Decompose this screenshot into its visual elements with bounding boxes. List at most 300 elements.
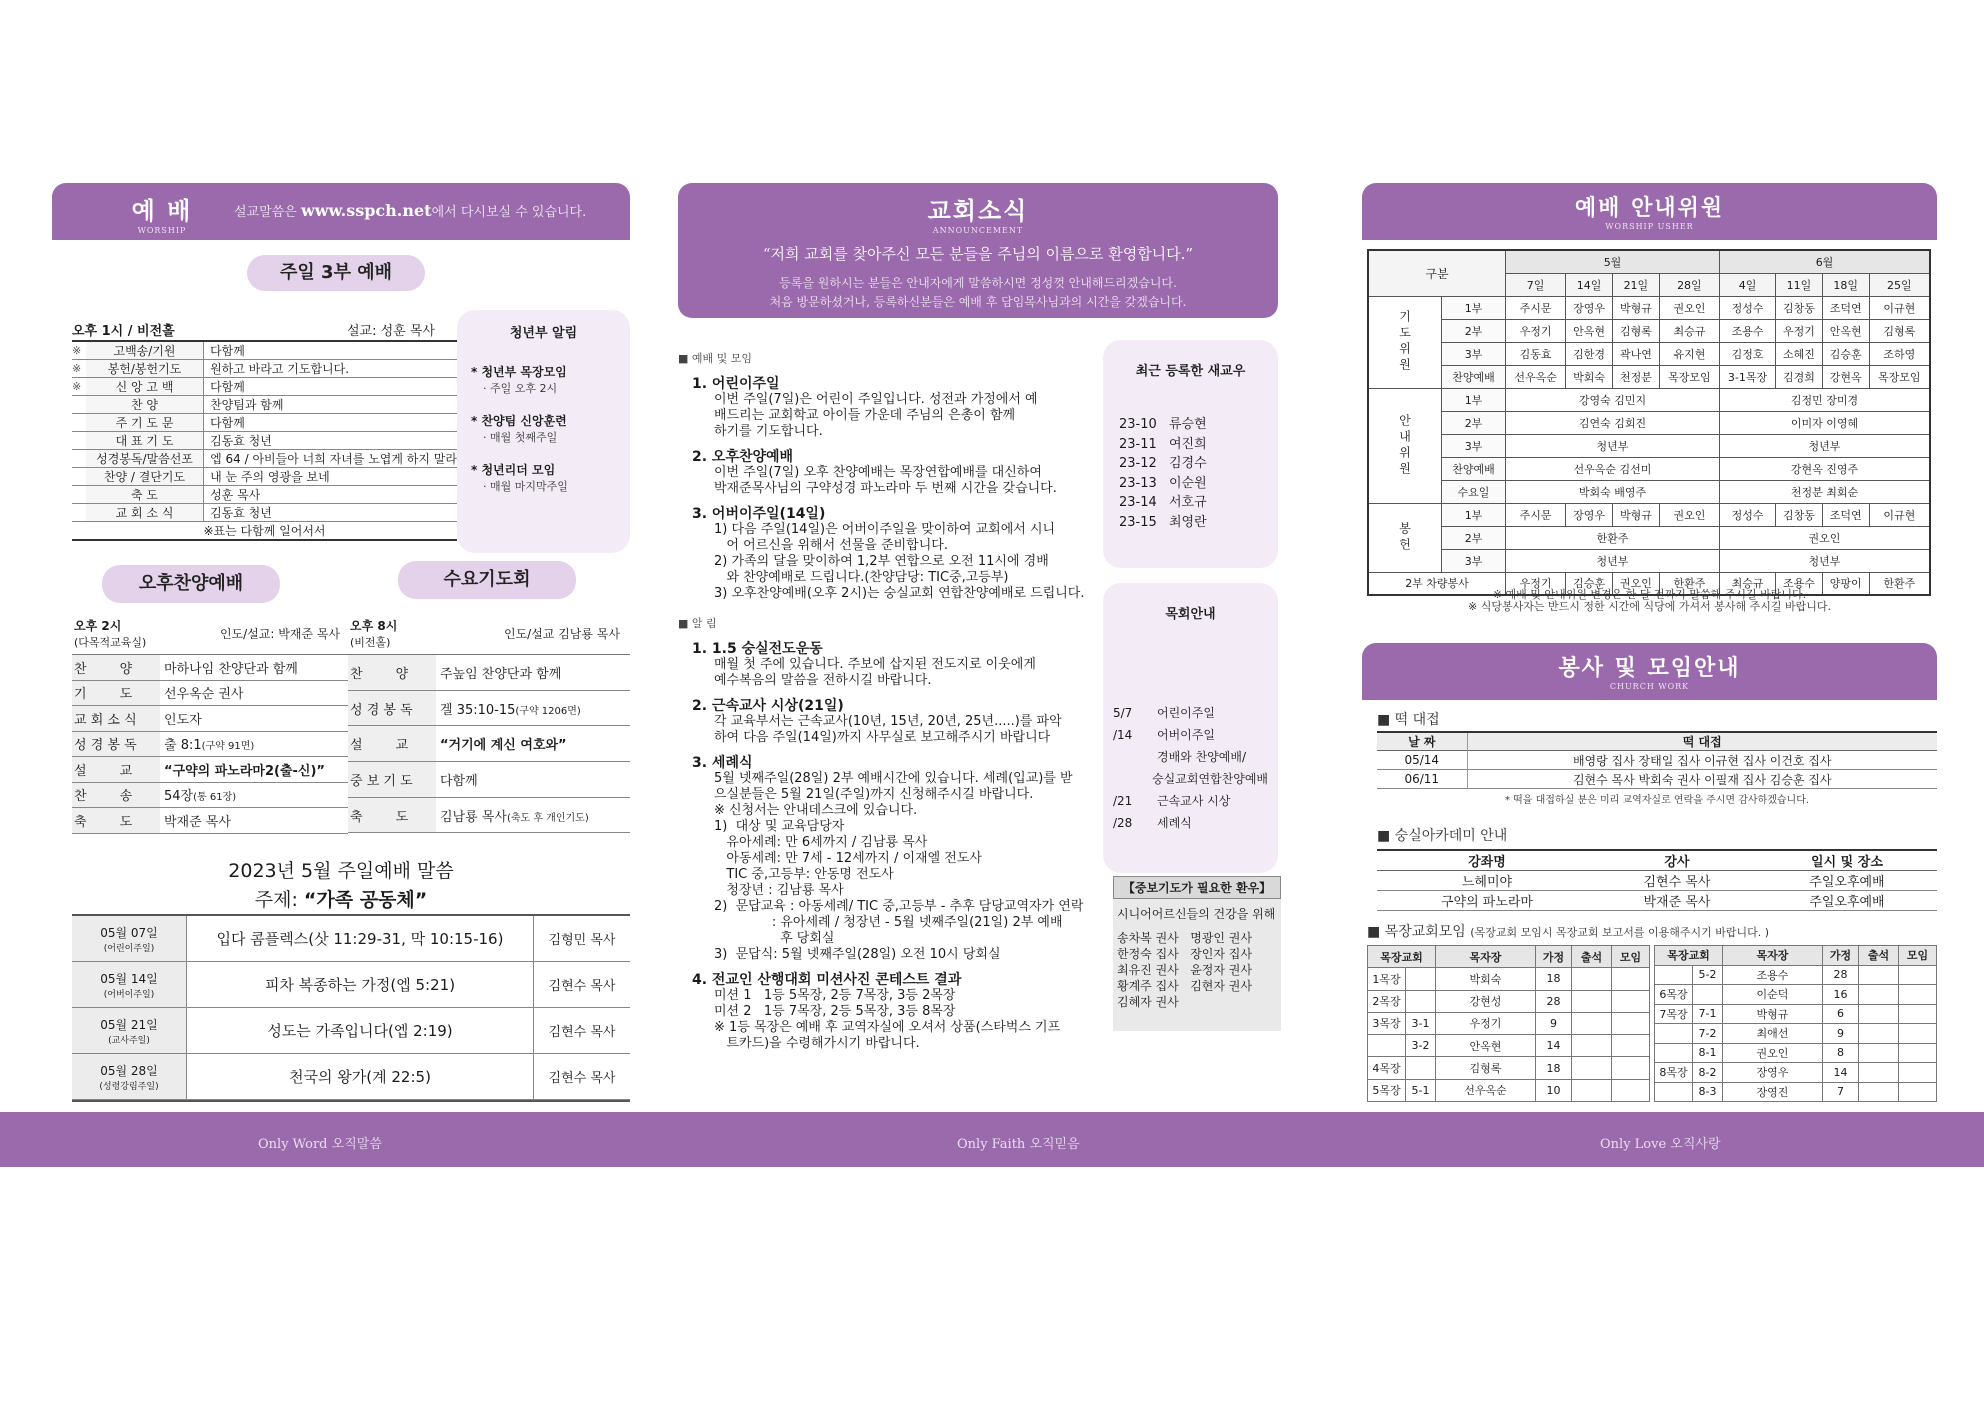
service3-mark	[72, 450, 86, 468]
usher-cell: 조덕연	[1822, 503, 1869, 526]
pastoral-row	[1113, 724, 1268, 746]
usher-cell: 김승훈	[1822, 342, 1869, 365]
prayer-intro: 시니어어르신들의 건강을 위해	[1117, 907, 1276, 921]
sermon-online-note: 설교말씀은 www.sspch.net에서 다시보실 수 있습니다.	[234, 201, 587, 220]
news-item-line: 와 찬양예배로 드립니다.(찬양담당: TIC중,고등부)	[714, 570, 1009, 585]
service3-mark	[72, 504, 86, 522]
mokjang-homes: 28	[1536, 990, 1572, 1012]
youth-notice-box	[457, 310, 630, 553]
order-label: 기 도	[72, 681, 160, 706]
order-label: 축 도	[348, 798, 436, 833]
rice-row	[1377, 770, 1937, 789]
mokjang-row	[1368, 1012, 1650, 1034]
youth-notice-item-title-text: 찬양팀 신앙훈련	[481, 414, 567, 428]
mokjang-sub	[1406, 990, 1436, 1012]
mokjang-church	[1655, 1082, 1693, 1102]
usher-row-label: 1부	[1442, 503, 1506, 526]
sermon-date	[72, 916, 187, 961]
usher-row-label: 2부	[1442, 526, 1506, 549]
mokjang-row	[1655, 985, 1937, 1005]
mokjang-homes: 7	[1823, 1082, 1859, 1102]
service3-time: 오후 1시 / 비전홀	[72, 324, 175, 339]
usher-row-label: 3부	[1442, 549, 1506, 572]
mokjang-row	[1655, 1063, 1937, 1083]
mokjang-leader: 김형록	[1436, 1057, 1536, 1079]
usher-row	[1368, 503, 1930, 526]
youth-notice-item-title-text: 청년부 목장모임	[481, 365, 567, 379]
pastoral-text: 세례식	[1157, 816, 1192, 830]
usher-header	[1362, 183, 1937, 240]
usher-row-label: 2부	[1442, 411, 1506, 434]
usher-cell: 김한경	[1566, 342, 1613, 365]
newcomer-row	[1119, 474, 1268, 494]
news-item	[678, 376, 1098, 440]
news-item-line: 5월 넷째주일(28일) 2부 예배시간에 있습니다. 세례(입교)를 받	[714, 771, 1073, 786]
mokjang-col: 가정	[1536, 946, 1572, 968]
usher-cell: 조덕연	[1822, 296, 1869, 319]
mokjang-homes: 28	[1823, 965, 1859, 985]
wednesday-leader: 인도/설교 김남룡 목사	[503, 627, 620, 641]
mokjang-homes: 14	[1823, 1063, 1859, 1083]
mokjang-church	[1655, 1024, 1693, 1044]
pastoral-row	[1113, 790, 1268, 812]
usher-group-name: 기도위원	[1368, 296, 1442, 388]
mokjang-homes: 9	[1536, 1012, 1572, 1034]
pastoral-title: 목회안내	[1165, 607, 1216, 622]
mokjang-homes: 16	[1823, 985, 1859, 1005]
mokjang-homes: 9	[1823, 1024, 1859, 1044]
pastoral-text: 경배와 찬양예배/	[1157, 750, 1247, 764]
sermon-preacher: 김현수 목사	[548, 1071, 616, 1086]
mokjang-head-row	[1655, 946, 1937, 966]
usher-cell: 안옥현	[1566, 319, 1613, 342]
academy-cell: 주일오후예배	[1809, 875, 1885, 890]
usher-row-label: 1부	[1442, 296, 1506, 319]
mokjang-attendance	[1859, 985, 1899, 1005]
news-item-line: 박재준목사님의 구약성경 파노라마 두 번째 시간을 갖습니다.	[714, 481, 1057, 496]
order-value-text: “거기에 계신 여호와”	[440, 738, 567, 754]
usher-date: 14일	[1566, 273, 1613, 296]
notice-section-label: ■ 알 림	[678, 617, 717, 630]
academy-cell: 구약의 파노라마	[1440, 895, 1533, 910]
news-item-line: : 유아세례 / 청장년 - 5월 넷째주일(21일) 2부 예배	[714, 915, 1063, 930]
youth-notice-item-detail: · 주일 오후 2시	[483, 382, 558, 395]
usher-row	[1368, 549, 1930, 572]
order-label: 축 도	[72, 808, 160, 833]
news-item-title: 2. 근속교사 시상(21일)	[692, 698, 844, 714]
newcomer-name: 김경수	[1169, 456, 1207, 471]
pastoral-row	[1113, 768, 1268, 790]
news-item-line: 각 교육부서는 근속교사(10년, 15년, 20년, 25년.....)를 파악	[714, 714, 1062, 729]
mokjang-row	[1655, 1043, 1937, 1063]
youth-notice-item	[467, 461, 620, 494]
mokjang-attendance	[1859, 965, 1899, 985]
rice-text: 김현수 목사 박회숙 권사 이필재 집사 김승훈 집사	[1572, 772, 1832, 787]
usher-cell-june: 권오인	[1720, 526, 1931, 549]
mokjang-leader: 권오인	[1723, 1043, 1823, 1063]
service3-row	[72, 468, 457, 486]
usher-cell-june: 이미자 이영혜	[1720, 411, 1931, 434]
footer-mid: Only Faith 오직믿음	[957, 1137, 1080, 1152]
service3-value: 다함께	[204, 414, 457, 432]
mokjang-attendance	[1572, 1012, 1612, 1034]
mokjang-attendance	[1572, 968, 1612, 990]
mokjang-col: 모임	[1612, 946, 1650, 968]
mokjang-col: 출석	[1859, 946, 1899, 966]
usher-row	[1368, 296, 1930, 319]
mokjang-meeting	[1899, 1063, 1937, 1083]
footer-bar	[0, 1112, 1984, 1167]
praise-time: 오후 2시	[74, 619, 122, 633]
mokjang-col: 가정	[1823, 946, 1859, 966]
usher-date: 7일	[1506, 273, 1566, 296]
prayer-name-row: 송차복 권사 명광인 권사	[1117, 931, 1252, 945]
news-item-line: 아동세례: 만 7세 - 12세까지 / 이재엘 전도사	[714, 851, 982, 866]
service3-row	[72, 450, 457, 468]
pastoral-text: 숭실교회연합찬양예배	[1152, 772, 1268, 786]
order-row	[72, 757, 348, 783]
usher-cell: 최승규	[1720, 572, 1776, 595]
youth-notice-title: 청년부 알림	[509, 326, 578, 341]
service3-value: 성훈 목사	[204, 486, 457, 504]
news-item-line: 후 당회실	[714, 931, 835, 946]
usher-row	[1368, 365, 1930, 388]
order-row	[72, 808, 348, 834]
service3-label: 주 기 도 문	[86, 414, 204, 432]
mokjang-sub: 8-1	[1693, 1043, 1723, 1063]
mokjang-meeting	[1612, 1012, 1650, 1034]
usher-cell: 김형록	[1869, 319, 1930, 342]
order-value	[160, 709, 202, 728]
news-item	[678, 698, 1098, 746]
order-value	[436, 699, 581, 718]
usher-cell: 조하영	[1869, 342, 1930, 365]
sermon-title: 피차 복종하는 가정(엡 5:21)	[187, 962, 534, 1007]
news-item-line: 어 어르신을 위해서 선물을 준비합니다.	[714, 538, 948, 553]
order-row	[72, 783, 348, 809]
sermon-date	[72, 1008, 187, 1053]
mokjang-leader: 장영우	[1723, 1063, 1823, 1083]
order-label: 설 교	[72, 757, 160, 782]
newcomer-name: 여진희	[1169, 436, 1207, 452]
sermon-title: 입다 콤플렉스(삿 11:29-31, 막 10:15-16)	[187, 916, 534, 961]
usher-cell: 이규현	[1869, 296, 1930, 319]
wednesday-order	[348, 617, 630, 833]
usher-col-may: 5월	[1506, 250, 1720, 273]
usher-cell: 선우옥순	[1506, 365, 1566, 388]
order-row	[348, 798, 630, 834]
order-label: 찬 양	[348, 655, 436, 690]
mokjang-homes: 14	[1536, 1035, 1572, 1057]
order-label: 중 보 기 도	[348, 762, 436, 797]
newcomer-name: 이순원	[1169, 475, 1207, 491]
service3-label: 찬양 / 결단기도	[86, 468, 204, 486]
news-item-line: 1) 대상 및 교육담당자	[714, 819, 845, 834]
order-row	[348, 655, 630, 691]
usher-col-june: 6월	[1720, 250, 1931, 273]
newcomer-number: 23-13	[1119, 475, 1157, 491]
website-link[interactable]: www.sspch.net	[300, 201, 432, 220]
newcomer-name: 서호규	[1169, 495, 1207, 510]
academy-section	[1377, 825, 1937, 911]
mokjang-meeting	[1899, 965, 1937, 985]
sermon-table	[72, 914, 630, 1102]
news-item-line: 으실분들은 5월 21일(주일)까지 신청해주시길 바랍니다.	[714, 787, 1034, 802]
youth-notice-item	[467, 412, 620, 445]
usher-row	[1368, 388, 1930, 411]
usher-cell: 김승훈	[1566, 572, 1613, 595]
youth-notice-item-title: * 찬양팀 신앙훈련	[471, 414, 567, 428]
service3-mark: ※	[72, 342, 86, 360]
usher-cell-may: 청년부	[1506, 434, 1720, 457]
mokjang-heading: ■ 목장교회모임 (목장교회 모임시 목장교회 보고서를 이용해주시기 바랍니다. )	[1367, 924, 1769, 940]
pastoral-date	[1113, 768, 1152, 790]
usher-cell: 권오인	[1613, 572, 1660, 595]
usher-cell: 조용수	[1720, 319, 1776, 342]
service3-value: 엡 64 / 아비들아 너희 자녀를 노엽게 하지 말라	[204, 450, 457, 468]
usher-cell: 김동효	[1506, 342, 1566, 365]
mokjang-leader: 우정기	[1436, 1012, 1536, 1034]
mokjang-col: 목장교회	[1368, 946, 1436, 968]
news-item-line: 이번 주일(7일)은 어린이 주일입니다. 성전과 가정에서 예	[714, 392, 1038, 407]
newcomer-number: 23-14	[1119, 495, 1157, 510]
usher-cell: 한환주	[1869, 572, 1930, 595]
mokjang-row	[1368, 1035, 1650, 1057]
sermon-row	[72, 916, 630, 962]
usher-date: 4일	[1720, 273, 1776, 296]
usher-row	[1368, 411, 1930, 434]
service3-row	[72, 360, 457, 378]
mokjang-homes: 18	[1536, 1057, 1572, 1079]
sermon-row	[72, 1008, 630, 1054]
news-header	[678, 183, 1278, 318]
welcome-text-3: 처음 방문하셨거나, 등록하신분들은 예배 후 담임목사님과의 시간을 갖겠습니다.	[769, 295, 1187, 309]
wednesday-place: (비전홀)	[350, 636, 391, 649]
service3-label: 교 회 소 식	[86, 504, 204, 522]
usher-cell: 권오인	[1659, 503, 1719, 526]
praise-leader: 인도/설교: 박재준 목사	[219, 627, 340, 641]
sermon-date-text: 05월 21일	[100, 1017, 158, 1032]
service3-preacher: 설교: 성훈 목사	[347, 324, 435, 339]
order-value-text: 주높임 찬양단과 함께	[440, 666, 562, 682]
service3-value: 다함께	[204, 378, 457, 396]
usher-subtitle: WORSHIP USHER	[1605, 222, 1694, 231]
usher-table	[1367, 249, 1931, 596]
pastoral-date: /21	[1113, 794, 1133, 808]
news-subtitle: ANNOUNCEMENT	[932, 226, 1024, 235]
mokjang-col: 모임	[1899, 946, 1937, 966]
usher-date: 21일	[1613, 273, 1660, 296]
usher-notes	[1362, 589, 1937, 613]
usher-cell: 김창동	[1776, 296, 1823, 319]
newcomer-number: 23-11	[1119, 436, 1157, 452]
mokjang-meeting	[1612, 990, 1650, 1012]
pastoral-date: 5/7	[1113, 706, 1133, 720]
usher-row-label: 찬양예배	[1442, 365, 1506, 388]
mokjang-leader: 박회숙	[1436, 968, 1536, 990]
usher-group-name: 봉헌	[1368, 503, 1442, 572]
rice-col-text: 떡 대접	[1682, 735, 1722, 749]
worship-header	[52, 183, 630, 240]
news-item-title: 3. 세례식	[692, 755, 753, 771]
newcomer-number: 23-10	[1119, 417, 1157, 432]
mokjang-church: 3목장	[1368, 1012, 1406, 1034]
order-value	[160, 658, 298, 677]
mokjang-row	[1368, 968, 1650, 990]
mokjang-row	[1655, 1004, 1937, 1024]
usher-cell: 우정기	[1506, 319, 1566, 342]
sermon-series-heading: 2023년 5월 주일예배 말씀	[228, 860, 454, 882]
mokjang-meeting	[1612, 1035, 1650, 1057]
sermon-preacher: 김형민 목사	[548, 933, 616, 948]
service3-value: 원하고 바라고 기도합니다.	[204, 360, 457, 378]
order-value-note: (구약 91면)	[201, 741, 255, 753]
usher-cell: 주시문	[1506, 503, 1566, 526]
news-column	[678, 183, 1278, 1051]
welcome-text: “저희 교회를 찾아주신 모든 분들을 주님의 이름으로 환영합니다.”	[762, 245, 1194, 263]
service3-mark	[72, 468, 86, 486]
mokjang-attendance	[1859, 1082, 1899, 1102]
service3-value: 김동효 청년	[204, 504, 457, 522]
usher-date: 18일	[1822, 273, 1869, 296]
usher-cell: 주시문	[1506, 296, 1566, 319]
usher-cell: 곽나연	[1613, 342, 1660, 365]
usher-column	[1362, 183, 1937, 1099]
rice-heading: ■ 떡 대접	[1377, 712, 1440, 728]
academy-cell: 느헤미야	[1461, 875, 1513, 890]
news-item-line: 유아세례: 만 6세까지 / 김남룡 목사	[714, 835, 928, 850]
mokjang-col: 목장교회	[1655, 946, 1723, 966]
news-item-title: 2. 오후찬양예배	[692, 449, 794, 465]
pastoral-box	[1103, 583, 1278, 873]
order-value-text: 선우옥순 권사	[164, 687, 244, 703]
news-item-title: 3. 어버이주일(14일)	[692, 506, 826, 522]
sermon-date-tag: (어버이주일)	[103, 989, 155, 1000]
academy-table	[1377, 849, 1937, 911]
service3-row	[72, 432, 457, 450]
usher-row-label: 3부	[1442, 342, 1506, 365]
service3-table	[72, 342, 457, 522]
service3-value: 김동효 청년	[204, 432, 457, 450]
praise-place: (다목적교육실)	[74, 636, 147, 649]
usher-cell-may: 김연숙 김회진	[1506, 411, 1720, 434]
order-value	[436, 734, 567, 753]
usher-cell: 안옥현	[1822, 319, 1869, 342]
worship-subtitle: WORSHIP	[137, 226, 187, 235]
mokjang-table-left	[1367, 945, 1650, 1102]
order-label: 성 경 봉 독	[348, 691, 436, 726]
news-item-title: 4. 전교인 산행대회 미션사진 콘테스트 결과	[692, 972, 962, 988]
newcomer-number: 23-12	[1119, 456, 1157, 471]
pastoral-row	[1113, 746, 1268, 768]
service3-label: 대 표 기 도	[86, 432, 204, 450]
usher-group-name: 안내위원	[1368, 388, 1442, 503]
mokjang-row	[1368, 1079, 1650, 1101]
news-body	[678, 351, 1098, 1052]
news-item-line: 1) 다음 주일(14일)은 어버이주일을 맞이하여 교회에서 시니	[714, 522, 1056, 537]
usher-cell-june: 청년부	[1720, 549, 1931, 572]
usher-cell: 김경희	[1776, 365, 1823, 388]
usher-cell: 김창동	[1776, 503, 1823, 526]
sermon-title: 성도는 가족입니다(엡 2:19)	[187, 1008, 534, 1053]
rice-table	[1377, 731, 1937, 789]
service3-footnote: ※표는 다함께 일어서서	[72, 522, 457, 541]
newcomer-row	[1119, 435, 1268, 455]
order-label: 성 경 봉 독	[72, 732, 160, 757]
sermon-row	[72, 1054, 630, 1100]
news-item-line: ※ 1등 목장은 예배 후 교역자실에 오셔서 상품(스타벅스 기프	[714, 1020, 1061, 1035]
mokjang-sub: 7-1	[1693, 1004, 1723, 1024]
news-item-line: 3) 문답식: 5월 넷째주일(28일) 오전 10시 당회실	[714, 947, 1001, 962]
order-value-text: 다함께	[440, 773, 478, 789]
service3-row	[72, 504, 457, 522]
service3-label: 봉헌/봉헌기도	[86, 360, 204, 378]
mokjang-leader: 장영진	[1723, 1082, 1823, 1102]
service3-pill: 주일 3부 예배	[247, 255, 425, 291]
academy-col: 강좌명	[1468, 855, 1506, 870]
usher-cell: 장영우	[1566, 296, 1613, 319]
usher-cell-june: 김정민 장미경	[1720, 388, 1931, 411]
academy-col: 일시 및 장소	[1811, 855, 1883, 870]
mokjang-attendance	[1859, 1043, 1899, 1063]
usher-cell: 김정호	[1720, 342, 1776, 365]
usher-cell: 박형규	[1613, 296, 1660, 319]
usher-cell: 최승규	[1659, 319, 1719, 342]
news-title: 교회소식	[927, 197, 1029, 225]
prayer-name-row: 최유진 권사 윤정자 권사	[1117, 963, 1252, 977]
mokjang-sub: 7-2	[1693, 1024, 1723, 1044]
news-item-line: 미션 2 1등 7목장, 2등 5목장, 3등 8목장	[714, 1004, 956, 1019]
order-value-text: 박재준 목사	[164, 814, 231, 830]
service3-value: 다함께	[204, 342, 457, 360]
prayer-name-row: 김혜자 권사	[1117, 995, 1179, 1009]
mokjang-sub	[1406, 968, 1436, 990]
worship-title: 예 배	[131, 197, 193, 225]
order-row	[348, 691, 630, 727]
mokjang-homes: 6	[1823, 1004, 1859, 1024]
usher-cell: 목장모임	[1659, 365, 1719, 388]
order-value-note: (축도 후 개인기도)	[506, 812, 589, 824]
wednesday-pill: 수요기도회	[398, 561, 576, 599]
service3-label: 축 도	[86, 486, 204, 504]
sermon-preacher: 김현수 목사	[548, 979, 616, 994]
service3-mark	[72, 396, 86, 414]
usher-row	[1368, 457, 1930, 480]
mokjang-homes: 18	[1536, 968, 1572, 990]
wednesday-time: 오후 8시	[350, 619, 398, 633]
usher-row	[1368, 434, 1930, 457]
usher-col-gubun: 구분	[1368, 250, 1506, 296]
footer-right: Only Love 오직사랑	[1600, 1137, 1721, 1152]
youth-notice-item-detail: · 매월 마지막주일	[483, 480, 568, 493]
pastoral-date	[1113, 746, 1157, 768]
usher-cell: 목장모임	[1869, 365, 1930, 388]
news-item-line: 미션 1 1등 5목장, 2등 7목장, 3등 2목장	[714, 988, 956, 1003]
mokjang-sub: 3-1	[1406, 1012, 1436, 1034]
usher-cell: 박회숙	[1566, 365, 1613, 388]
pastoral-text: 어린이주일	[1157, 706, 1215, 720]
prayer-name-row: 황계주 집사 김현자 권사	[1117, 979, 1252, 993]
mokjang-leader: 박형규	[1723, 1004, 1823, 1024]
news-item	[678, 755, 1098, 963]
sermon-date	[72, 962, 187, 1007]
order-row	[72, 655, 348, 681]
newcomer-row	[1119, 415, 1268, 435]
order-value-text: 54장	[164, 789, 194, 805]
order-value	[160, 811, 231, 830]
service3-value: 내 눈 주의 영광을 보네	[204, 468, 457, 486]
rice-date: 05/14	[1377, 751, 1467, 770]
